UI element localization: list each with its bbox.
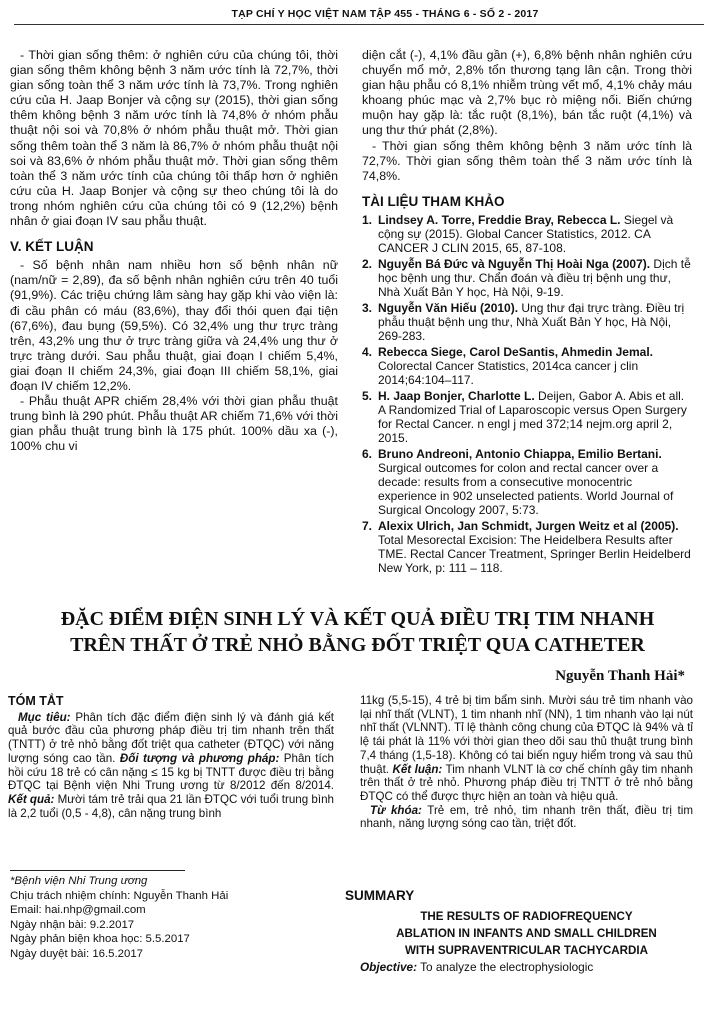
conclusion-paragraph-2: - Phẫu thuật APR chiếm 28,4% với thời gian phẫu thuật trung bình là 290 phút. Phẫu thuật AR chiếm 71,6% với thời gian phẫu thuật trung bình là 175 phút. 100% dầu xa (-), 100% chu vi bbox=[10, 394, 338, 454]
summary-heading: SUMMARY bbox=[345, 888, 415, 903]
abstract-paragraph: Mục tiêu: Phân tích đặc điểm điện sinh lý và đánh giá kết quả bước đầu của phương pháp điều trị tim nhanh trên thất (TNTT) ở trẻ nhỏ bằng đốt triệt qua catheter (ĐTQC) với năng lượng sóng cao tần. Đối tượng và phương pháp: Phân tích hồi cứu 18 trẻ có cân nặng ≤ 15 kg bị TNTT được điều trị bằng ĐTQC tại Bệnh viện Nhi Trung ương từ 8/2012 đến 8/2014. Kết quả: Mười tám trẻ trải qua 21 lần ĐTQC với tuổi trung bình là 2,2 tuổi (0,5 - 4,8), cân nặng trung bình bbox=[8, 710, 334, 820]
footnote-reviewed: Ngày phản biện khoa học: 5.5.2017 bbox=[10, 933, 190, 946]
summary-objective: Objective: To analyze the electrophysiologic bbox=[360, 960, 594, 974]
header-rule bbox=[14, 24, 704, 25]
references-heading: TÀI LIỆU THAM KHẢO bbox=[362, 193, 505, 209]
complications-paragraph: diện cắt (-), 4,1% đầu gần (+), 6,8% bệnh nhân nghiên cứu chuyển mổ mở, 2,8% tổn thương tạng lân cận. Trong thời gian hậu phẫu có 8,1% nhiễm trùng vết mổ, 4,1% chảy máu khoang phúc mạc và 2,7% bục rò miệng nối. Biến chứng muộn hay gặp là: tắc ruột (8,1%), bán tắc ruột (4,1%) và ung thư thứ phát (2,8%). bbox=[362, 48, 692, 138]
summary-title-line-2: ABLATION IN INFANTS AND SMALL CHILDREN bbox=[396, 927, 657, 940]
right-text-column bbox=[362, 48, 692, 577]
abstract-heading: TÓM TẮT bbox=[8, 694, 64, 708]
reference-item: 2. Nguyễn Bá Đức và Nguyễn Thị Hoài Nga (2007). Dịch tễ học bệnh ung thư. Chẩn đoán và điều trị bệnh ung thư, Nhà Xuất Bản Y học, Hà Nội, 9-19. bbox=[362, 256, 691, 299]
reference-list bbox=[362, 213, 692, 575]
abstract-left bbox=[8, 695, 334, 820]
conclusion-paragraph-1: - Số bệnh nhân nam nhiều hơn số bệnh nhân nữ (nam/nữ = 2,89), đa số bệnh nhân nghiên cứu trên 40 tuổi (91,9%). Các triệu chứng lâm sàng hay gặp khi vào viện là: đi cầu phân có máu (83,6%), thay đổi thói quen đại tiện (67,6%), đau bụng (59,5%). Có 32,4% ung thư trực tràng trên, 43,2% ung thư ở trực tràng giữa và 24,4% ung thư ở trực tràng dưới. Sau phẫu thuật, giai đoạn I chiếm 5,4%, giai đoạn II chiếm 24,3%, giai đoạn III chiếm 58,1%, giai đoạn IV chiếm 12,2%. bbox=[10, 258, 338, 393]
article-title-line-2: TRÊN THẤT Ở TRẺ NHỎ BẰNG ĐỐT TRIỆT QUA CATHETER bbox=[70, 634, 645, 656]
abstract-results-paragraph: 11kg (5,5-15), 4 trẻ bị tim bẩm sinh. Mười sáu trẻ tim nhanh vào lại nhĩ thất (VLNT), 1 tim nhanh nhĩ (NN), 1 tim nhanh vào lại nút nhĩ thất (VLNNT). Tỉ lệ thành công chung của ĐTQC là 94% và tỉ lệ tái phát là 11% với thời gian theo dõi sau thủ thuật trung bình 7,4 tháng (1,5-18). Không có tai biến nguy hiểm trong và sau thủ thuật. Kết luận: Tim nhanh VLNT là cơ chế chính gây tim nhanh trên thất ở trẻ nhỏ. Phương pháp điều trị TNTT ở trẻ nhỏ bằng ĐTQC có thể được thực hiện an toàn và hiệu quả. bbox=[360, 694, 693, 803]
reference-item: 3. Nguyễn Văn Hiếu (2010). Ung thư đại trực tràng. Điều trị phẫu thuật bệnh ung thư, Nhà Xuất Bản Y học, Hà Nội, 269-283. bbox=[362, 300, 685, 343]
summary-title-line-1: THE RESULTS OF RADIOFREQUENCY bbox=[420, 910, 633, 923]
footnote-accepted: Ngày duyệt bài: 16.5.2017 bbox=[10, 947, 143, 960]
footnote-affiliation: *Bệnh viện Nhi Trung ương bbox=[10, 875, 148, 887]
reference-item: 5. H. Jaap Bonjer, Charlotte L. Deijen, Gabor A. Abis et all. A Randomized Trial of Laparoscopic versus Open Surgery for Rectal Cancer. n engl j med 372;14 nejm.org april 2, 2015. bbox=[362, 388, 687, 445]
footnotes bbox=[10, 874, 336, 962]
reference-item: 7. Alexix Ulrich, Jan Schmidt, Jurgen Weitz et al (2005). Total Mesorectal Excision: The Heidelbera Results after TME. Rectal Cancer Treatment, Springer Berlin Heidelberd New York, p: 111 – 118. bbox=[362, 518, 691, 575]
abstract-right bbox=[360, 694, 693, 831]
summary-title-line-3: WITH SUPRAVENTRICULAR TACHYCARDIA bbox=[404, 944, 649, 957]
article-author: Nguyễn Thanh Hải* bbox=[555, 668, 685, 684]
footnote-responsible: Chịu trách nhiệm chính: Nguyễn Thanh Hải bbox=[10, 889, 229, 902]
conclusion-heading: V. KẾT LUẬN bbox=[10, 239, 94, 255]
survival-summary-paragraph: - Thời gian sống thêm không bệnh 3 năm ước tính là 72,7%. Thời gian sống thêm toàn thể 3 năm ước tính là 74,8%. bbox=[362, 138, 692, 183]
keywords-paragraph: Từ khóa: Trẻ em, trẻ nhỏ, tim nhanh trên thất, điều trị tim nhanh, năng lượng sóng cao tần, triệt đốt. bbox=[360, 803, 693, 831]
footnote-received: Ngày nhận bài: 9.2.2017 bbox=[10, 918, 135, 931]
footnote-rule bbox=[10, 870, 185, 871]
reference-item: 1. Lindsey A. Torre, Freddie Bray, Rebecca L. Siegel và cộng sự (2015). Global Cancer Statistics, 2012. CA CANCER J CLIN 2015, 65, 87-108. bbox=[362, 212, 674, 255]
survival-paragraph: - Thời gian sống thêm: ở nghiên cứu của chúng tôi, thời gian sống thêm không bệnh 3 năm ước tính là 72,7%, thời gian sống toàn thể 3 năm ước tính là 73,7%. Trong nghiên cứu của H. Jaap Bonjer và cộng sự (2015), thời gian sống thêm không bệnh 3 năm ước tính là 74,8% ở nhóm phẫu thuật nội soi và 70,8% ở nhóm phẫu thuật mở. Thời gian sống thêm toàn thể 3 năm là 86,7% ở nhóm phẫu thuật nội soi và 83,6% ở nhóm phẫu thuật mở. Thời gian sống thêm toàn thể 3 năm ước tính của chúng tôi thấp hơn ở nghiên cứu của H. Jaap Bonjer và cộng sự theo chúng tôi là do trong nhóm nghiên cứu của chúng tôi có 9 (12,2%) bệnh nhân ở giai đoạn IV sau phẫu thuật. bbox=[10, 48, 338, 229]
left-text-column bbox=[10, 48, 338, 454]
article-title-line-1: ĐẶC ĐIỂM ĐIỆN SINH LÝ VÀ KẾT QUẢ ĐIỀU TRỊ TIM NHANH bbox=[60, 608, 655, 630]
summary-title bbox=[360, 908, 693, 959]
journal-header: TẠP CHÍ Y HỌC VIỆT NAM TẬP 455 - THÁNG 6 - SỐ 2 - 2017 bbox=[231, 8, 539, 20]
footnote-email: Email: hai.nhp@gmail.com bbox=[10, 904, 146, 917]
article-title bbox=[30, 606, 685, 658]
reference-item: 6. Bruno Andreoni, Antonio Chiappa, Emilio Bertani. Surgical outcomes for colon and rectal cancer over a decade: results from a consecutive monocentric experience in 902 unselected patients. World Journal of Surgical Oncology 2007, 5:73. bbox=[362, 446, 674, 517]
reference-item: 4. Rebecca Siege, Carol DeSantis, Ahmedin Jemal. Colorectal Cancer Statistics, 2014ca cancer j clin 2014;64:104–117. bbox=[362, 344, 653, 387]
